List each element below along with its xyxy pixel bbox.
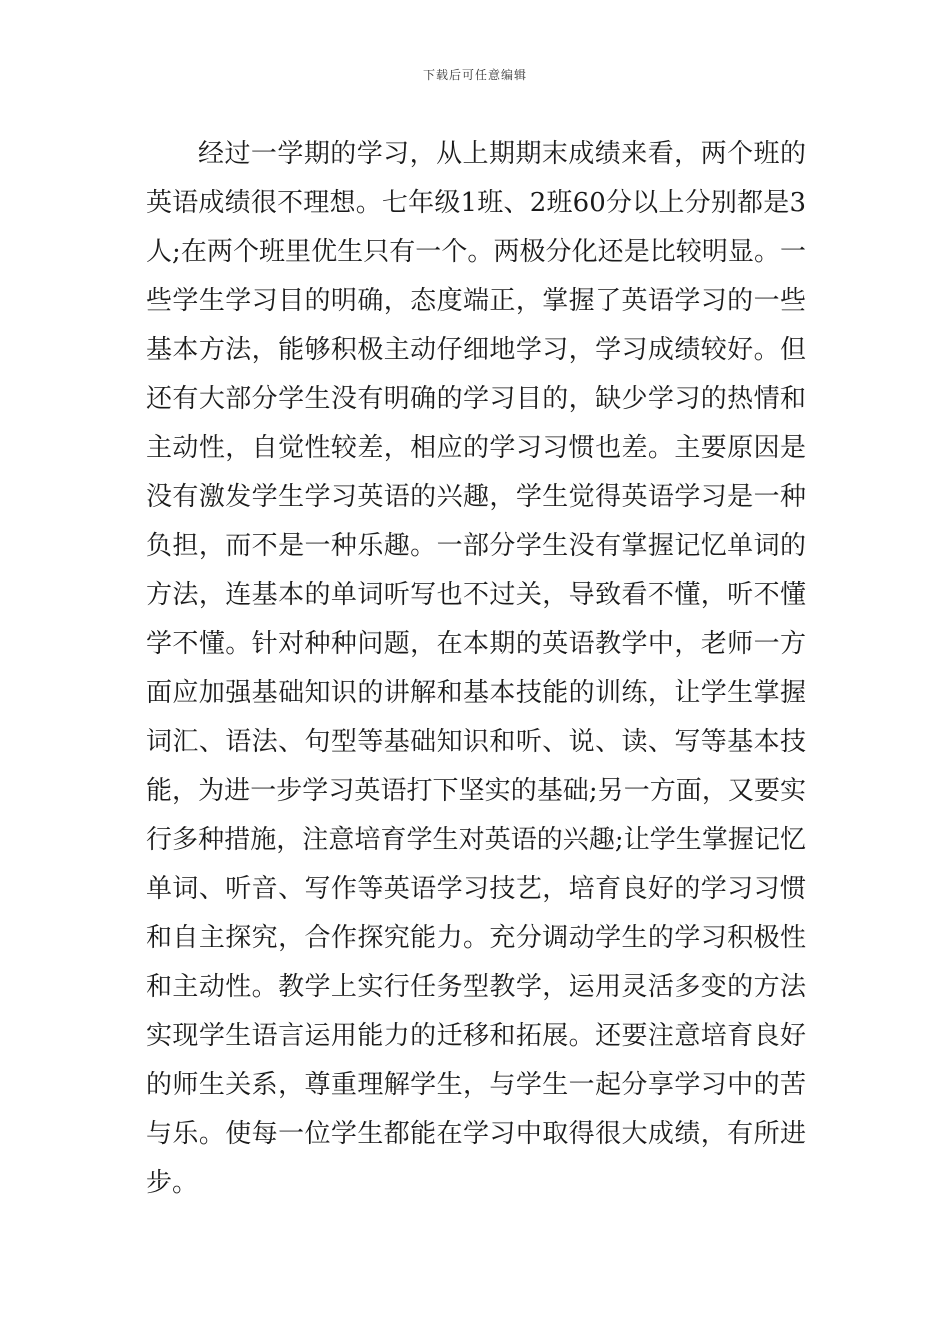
header-note: 下载后可任意编辑 bbox=[422, 68, 527, 82]
body-paragraph: 经过一学期的学习，从上期期末成绩来看，两个班的英语成绩很不理想。七年级1班、2班60分以上分别都是3人;在两个班里优生只有一个。两极分化还是比较明显。一些学生学习目的明确，态度端正，掌握了英语学习的一些基本方法，能够积极主动仔细地学习，学习成绩较好。但还有大部分学生没有明确的学习目的，缺少学习的热情和主动性，自觉性较差，相应的学习习惯也差。主要原因是没有激发学生学习英语的兴趣，学生觉得英语学习是一种负担，而不是一种乐趣。一部分学生没有掌握记忆单词的方法，连基本的单词听写也不过关，导致看不懂，听不懂学不懂。针对种种问题，在本期的英语教学中，老师一方面应加强基础知识的讲解和基本技能的训练，让学生掌握词汇、语法、句型等基础知识和听、说、读、写等基本技能，为进一步学习英语打下坚实的基础;另一方面，又要实行多种措施，注意培育学生对英语的兴趣;让学生掌握记忆单词、听音、写作等英语学习技艺，培育良好的学习习惯和自主探究，合作探究能力。充分调动学生的学习积极性和主动性。教学上实行任务型教学，运用灵活多变的方法实现学生语言运用能力的迁移和拓展。还要注意培育良好的师生关系，尊重理解学生，与学生一起分享学习中的苦与乐。使每一位学生都能在学习中取得很大成绩，有所进步。 bbox=[146, 139, 806, 1198]
